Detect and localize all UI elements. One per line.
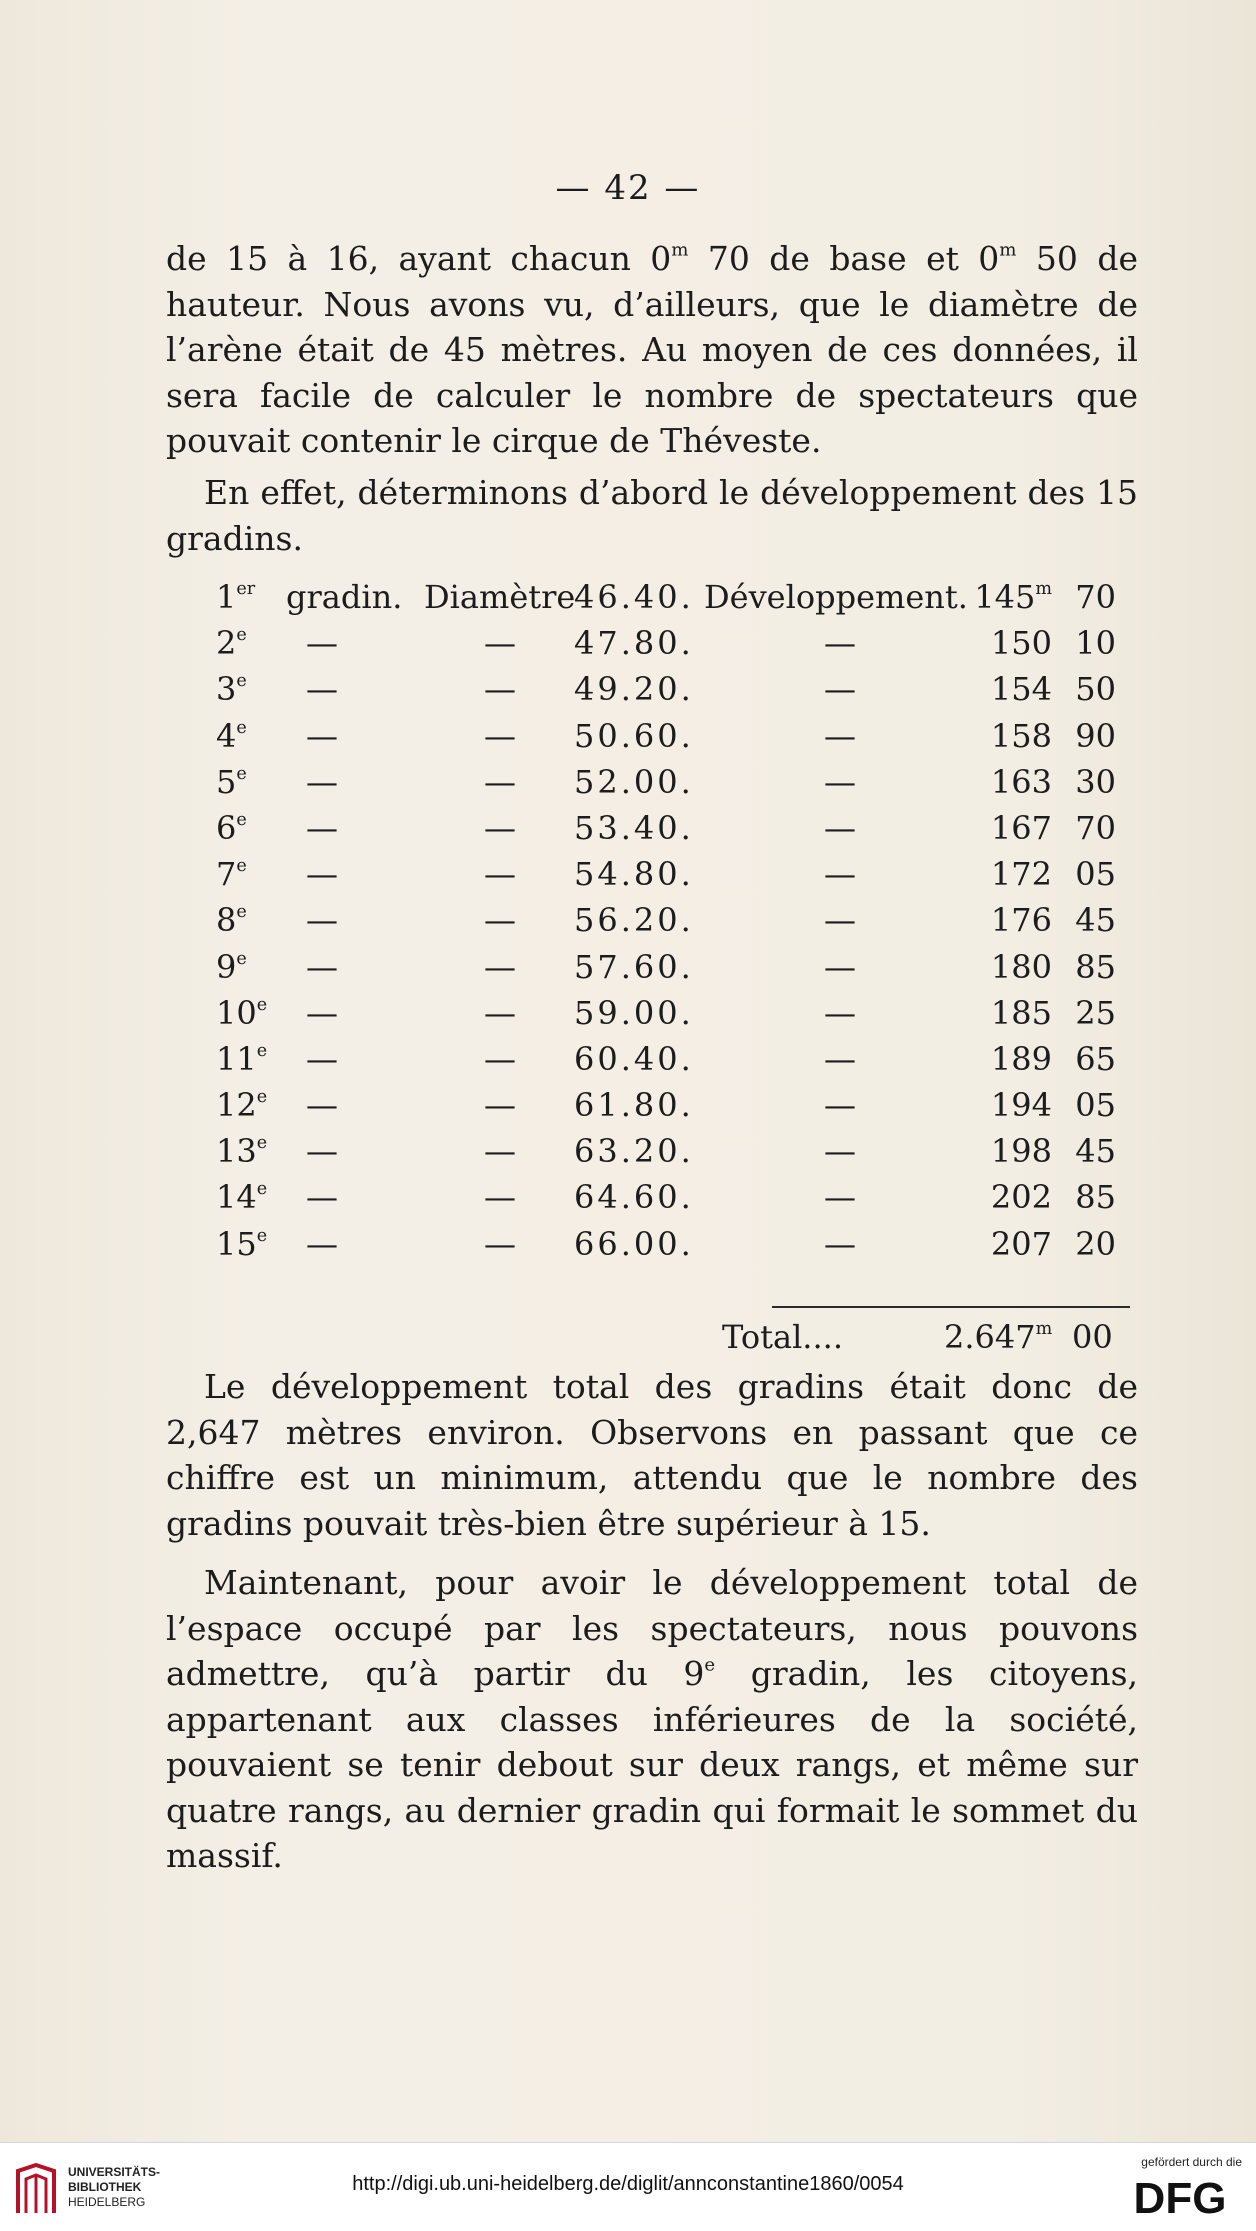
paragraph-3: Le développement total des gradins était donc de 2,647 mètres environ. Observons en passant que ce chiffre est un minimum, attendu que le nombre des gradins pouvait très-bien être supérieur à 15.: [166, 1367, 1138, 1543]
table-row: [166, 717, 1138, 763]
development-meters: 185: [990, 993, 1052, 1032]
development-cm: 10: [1075, 624, 1116, 663]
gradin-number: 3e: [216, 670, 247, 709]
development-meters: 154: [990, 670, 1052, 709]
development-meters: 176: [990, 901, 1052, 940]
diameter-value: 53.40.: [574, 808, 694, 847]
gradin-number: 10e: [216, 993, 268, 1032]
table-row: [166, 901, 1138, 947]
total-label: Total....: [722, 1318, 843, 1356]
development-cm: 65: [1075, 1039, 1116, 1078]
ditto-dash: —: [484, 762, 516, 801]
development-cm: 50: [1075, 670, 1116, 709]
ditto-dash: —: [306, 716, 338, 755]
ditto-dash: —: [306, 1039, 338, 1078]
ditto-dash: —: [306, 993, 338, 1032]
ditto-dash: —: [306, 762, 338, 801]
ditto-dash: —: [824, 762, 856, 801]
ditto-dash: —: [306, 901, 338, 940]
ditto-dash: —: [824, 716, 856, 755]
total-cm: 00: [1072, 1318, 1113, 1356]
gradins-table: [166, 578, 1138, 1271]
development-cm: 85: [1075, 947, 1116, 986]
ditto-dash: —: [484, 901, 516, 940]
gradin-number: 9e: [216, 947, 247, 986]
table-row: [166, 1178, 1138, 1224]
dfg-logo-text: DFG: [1133, 2174, 1227, 2219]
table-row: [166, 809, 1138, 855]
development-cm: 85: [1075, 1178, 1116, 1217]
ditto-dash: —: [484, 1086, 516, 1125]
gradin-number: 8e: [216, 901, 247, 940]
ditto-dash: —: [484, 947, 516, 986]
ditto-dash: —: [306, 624, 338, 663]
table-row: [166, 1040, 1138, 1086]
development-meters: 167: [990, 808, 1052, 847]
table-row: [166, 624, 1138, 670]
gradin-label: gradin.: [286, 578, 403, 616]
development-meters: 158: [990, 716, 1052, 755]
table-row: [166, 948, 1138, 994]
ditto-dash: —: [824, 1224, 856, 1263]
development-meters: 194: [990, 1086, 1052, 1125]
diameter-value: 64.60.: [574, 1178, 694, 1217]
ditto-dash: —: [484, 1039, 516, 1078]
diameter-value: 47.80.: [574, 624, 694, 663]
paragraph-1: de 15 à 16, ayant chacun 0$^m$ 70 de base et 0$^m$ 50 de hauteur. Nous avons vu, d’ailleurs, que le diamètre de l’arène était de 45 mètres. Au moyen de ces données, il sera facile de calculer le nombre de spectateurs que pouvait contenir le cirque de Théveste.: [166, 239, 1138, 460]
source-url[interactable]: http://digi.ub.uni-heidelberg.de/diglit/annconstantine1860/0054: [352, 2173, 904, 2195]
total-meters: 2.647$^m$: [944, 1318, 1053, 1356]
gradin-number: 1er: [216, 578, 256, 616]
development-meters: 145$^m$: [974, 578, 1052, 616]
ditto-dash: —: [824, 993, 856, 1032]
table-row: [166, 578, 1138, 624]
development-cm: 30: [1075, 762, 1116, 801]
table-row: [166, 763, 1138, 809]
library-line-2: BIBLIOTHEK: [68, 2180, 142, 2194]
page-number: — 42 —: [555, 168, 701, 208]
development-cm: 45: [1075, 901, 1116, 940]
development-cm: 90: [1075, 716, 1116, 755]
ditto-dash: —: [484, 808, 516, 847]
table-row: [166, 994, 1138, 1040]
diameter-value: 61.80.: [574, 1086, 694, 1125]
library-line-1: UNIVERSITÄTS-: [68, 2165, 161, 2179]
ditto-dash: —: [306, 808, 338, 847]
development-cm: 25: [1075, 993, 1116, 1032]
gradin-number: 6e: [216, 808, 247, 847]
paragraph-2: En effet, déterminons d’abord le développement des 15 gradins.: [166, 473, 1138, 558]
diameter-value: 57.60.: [574, 947, 694, 986]
development-cm: 05: [1075, 855, 1116, 894]
ditto-dash: —: [824, 947, 856, 986]
gradin-number: 11e: [216, 1039, 268, 1078]
ditto-dash: —: [306, 1224, 338, 1263]
ditto-dash: —: [824, 808, 856, 847]
diameter-value: 59.00.: [574, 993, 694, 1032]
ditto-dash: —: [484, 716, 516, 755]
development-meters: 172: [990, 855, 1052, 894]
ditto-dash: —: [824, 670, 856, 709]
ditto-dash: —: [306, 855, 338, 894]
gradin-number: 14e: [216, 1178, 268, 1217]
paragraph-4: Maintenant, pour avoir le développement total de l’espace occupé par les spectateurs, nous pouvons admettre, qu’à partir du 9e gradin, les citoyens, appartenant aux classes inférieures de la société, pouvaient se tenir debout sur deux rangs, et même sur quatre rangs, au dernier gradin qui formait le sommet du massif.: [166, 1563, 1138, 1875]
ditto-dash: —: [306, 947, 338, 986]
ditto-dash: —: [484, 1178, 516, 1217]
diameter-value: 50.60.: [574, 716, 694, 755]
ditto-dash: —: [484, 855, 516, 894]
gradin-number: 5e: [216, 762, 247, 801]
development-cm: 70: [1075, 578, 1116, 616]
development-label: Développement.: [704, 578, 968, 616]
ditto-dash: —: [484, 624, 516, 663]
diameter-value: 60.40.: [574, 1039, 694, 1078]
development-cm: 45: [1075, 1132, 1116, 1171]
table-row: [166, 1225, 1138, 1271]
dfg-logo-icon: [1120, 2173, 1240, 2219]
total-rule: [772, 1306, 1130, 1308]
ditto-dash: —: [824, 901, 856, 940]
development-meters: 198: [990, 1132, 1052, 1171]
diameter-value: 66.00.: [574, 1224, 694, 1263]
development-meters: 189: [990, 1039, 1052, 1078]
ditto-dash: —: [306, 670, 338, 709]
footer-bar: [0, 2142, 1256, 2231]
ditto-dash: —: [824, 1132, 856, 1171]
diameter-label: Diamètre: [424, 578, 576, 616]
ditto-dash: —: [484, 1132, 516, 1171]
ditto-dash: —: [306, 1086, 338, 1125]
development-meters: 207: [990, 1224, 1052, 1263]
ditto-dash: —: [306, 1178, 338, 1217]
library-line-3: HEIDELBERG: [68, 2195, 146, 2209]
ditto-dash: —: [484, 993, 516, 1032]
diameter-value: 52.00.: [574, 762, 694, 801]
development-meters: 202: [990, 1178, 1052, 1217]
diameter-value: 54.80.: [574, 855, 694, 894]
ditto-dash: —: [306, 1132, 338, 1171]
development-cm: 20: [1075, 1224, 1116, 1263]
ditto-dash: —: [824, 855, 856, 894]
ditto-dash: —: [484, 1224, 516, 1263]
ditto-dash: —: [824, 624, 856, 663]
diameter-value: 63.20.: [574, 1132, 694, 1171]
gradin-number: 15e: [216, 1224, 268, 1263]
diameter-value: 49.20.: [574, 670, 694, 709]
development-meters: 163: [990, 762, 1052, 801]
gradin-number: 13e: [216, 1132, 268, 1171]
ditto-dash: —: [484, 670, 516, 709]
gradin-number: 7e: [216, 855, 247, 894]
table-row: [166, 1132, 1138, 1178]
development-meters: 150: [990, 624, 1052, 663]
total-row: [166, 1318, 1138, 1364]
funded-by-label: gefördert durch die: [1141, 2155, 1242, 2169]
table-row: [166, 670, 1138, 716]
gradin-number: 12e: [216, 1086, 268, 1125]
ditto-dash: —: [824, 1178, 856, 1217]
development-cm: 05: [1075, 1086, 1116, 1125]
table-row: [166, 855, 1138, 901]
development-cm: 70: [1075, 808, 1116, 847]
ditto-dash: —: [824, 1086, 856, 1125]
table-row: [166, 1086, 1138, 1132]
diameter-value: 56.20.: [574, 901, 694, 940]
gradin-number: 4e: [216, 716, 247, 755]
ditto-dash: —: [824, 1039, 856, 1078]
diameter-value: 46.40.: [574, 578, 694, 616]
gradin-number: 2e: [216, 624, 247, 663]
development-meters: 180: [990, 947, 1052, 986]
